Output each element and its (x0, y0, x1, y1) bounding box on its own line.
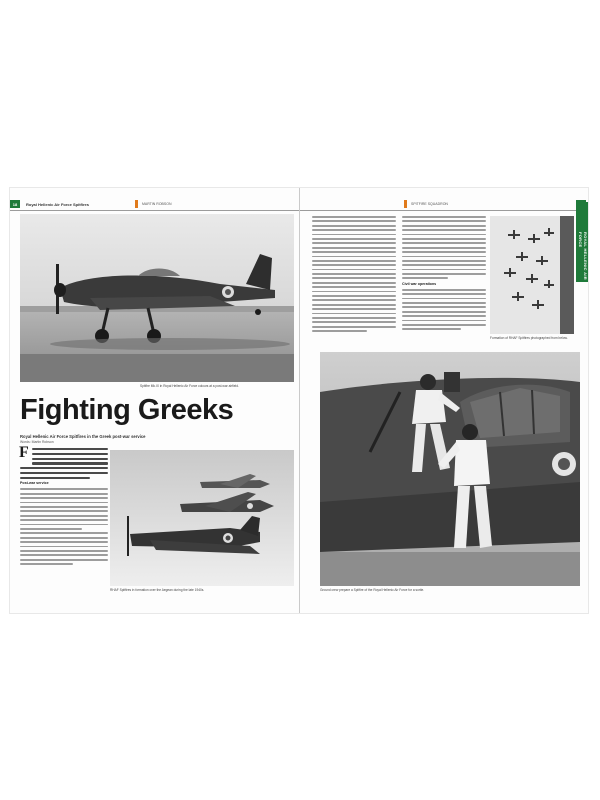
subhead-left: Post-war service (20, 481, 49, 486)
caption-inset: Formation of RHAF Spitfires photographed from below. (490, 336, 568, 340)
header-rule-left (10, 210, 300, 211)
subhead-right: Civil war operations (402, 281, 437, 286)
text-column-right-2 (402, 216, 486, 333)
header-rule-right (300, 210, 588, 211)
left-page (10, 188, 300, 613)
formation-inset-image (490, 216, 574, 334)
caption-bottom-left: RHAF Spitfires in formation over the Aegean during the late 1940s. (110, 588, 205, 592)
photo-formation-inset (490, 216, 574, 334)
photo-ground-crew (320, 352, 580, 586)
ground-crew-image (320, 352, 580, 586)
dropcap: F (19, 444, 29, 461)
page-number-left: 18 (10, 200, 20, 208)
caption-main-right: Ground crew prepare a Spitfire of the Royal Hellenic Air Force for a sortie. (320, 588, 425, 592)
section-tag-right: SPITFIRE SQUADRON (411, 202, 448, 206)
magazine-spread (10, 188, 588, 613)
orange-marker (135, 200, 138, 208)
spitfire-formation-image (110, 450, 294, 586)
photo-spitfire-ground (20, 214, 294, 382)
left-header (10, 200, 171, 208)
standfirst: Royal Hellenic Air Force Spitfires in the Greek post-war service (20, 434, 146, 439)
article-title: Fighting Greeks (20, 394, 234, 426)
right-page (300, 188, 588, 613)
text-column-right-1 (312, 216, 396, 335)
spitfire-ground-image (20, 214, 294, 382)
caption-top-left: Spitfire Mk.IX in Royal Hellenic Air Force colours at a post-war airfield. (140, 384, 239, 388)
orange-marker-right (404, 200, 407, 208)
author-tag: MARTIN ROBSON (141, 202, 172, 206)
section-tab (576, 202, 588, 282)
photo-spitfire-formation (110, 450, 294, 586)
byline: Words: Martin Robson (20, 440, 54, 444)
section-tab-label: ROYAL HELLENIC AIR FORCE (578, 232, 588, 280)
right-header (404, 200, 448, 208)
text-column-left (19, 444, 108, 568)
section-title-left: Royal Hellenic Air Force Spitfires (26, 201, 89, 207)
